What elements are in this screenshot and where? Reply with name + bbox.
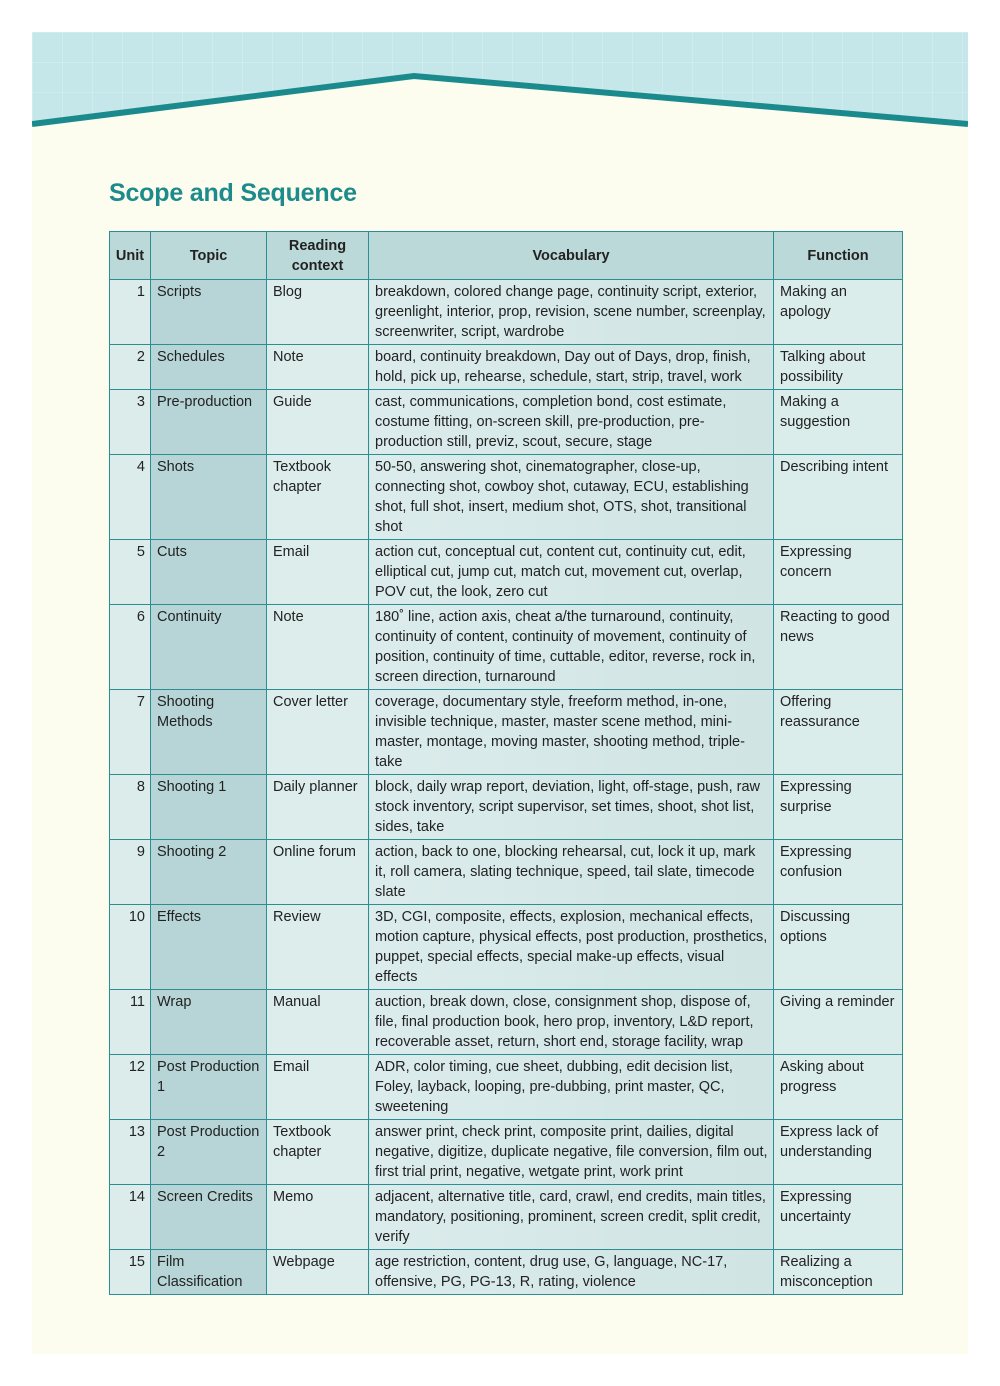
unit-cell: 6 — [110, 605, 151, 690]
topic-cell: Shooting Methods — [151, 690, 267, 775]
vocabulary-cell: block, daily wrap report, deviation, light, off-stage, push, raw stock inventory, script supervisor, set times, shoot, shot list, sides, take — [369, 775, 774, 840]
table-row — [110, 1120, 903, 1185]
topic-cell: Pre-production — [151, 390, 267, 455]
topic-cell: Film Classification — [151, 1250, 267, 1295]
function-cell: Realizing a misconception — [774, 1250, 903, 1295]
unit-cell: 8 — [110, 775, 151, 840]
reading-cell: Online forum — [267, 840, 369, 905]
reading-cell: Manual — [267, 990, 369, 1055]
function-cell: Making an apology — [774, 280, 903, 345]
topic-cell: Cuts — [151, 540, 267, 605]
vocabulary-cell: cast, communications, completion bond, cost estimate, costume fitting, on-screen skill, pre-production, pre-production still, previz, scout, secure, stage — [369, 390, 774, 455]
unit-cell: 7 — [110, 690, 151, 775]
vocabulary-cell: 3D, CGI, composite, effects, explosion, mechanical effects, motion capture, physical effects, post production, prosthetics, puppet, special effects, special make-up effects, visual effects — [369, 905, 774, 990]
function-cell: Discussing options — [774, 905, 903, 990]
unit-cell: 5 — [110, 540, 151, 605]
header-unit: Unit — [110, 232, 151, 280]
vocabulary-cell: 50-50, answering shot, cinematographer, close-up, connecting shot, cowboy shot, cutaway, ECU, establishing shot, full shot, insert, medium shot, OTS, shot, transitional shot — [369, 455, 774, 540]
function-cell: Expressing concern — [774, 540, 903, 605]
header-vocabulary: Vocabulary — [369, 232, 774, 280]
vocabulary-cell: auction, break down, close, consignment shop, dispose of, file, final production book, hero prop, inventory, L&D report, recoverable asset, return, short end, storage facility, wrap — [369, 990, 774, 1055]
reading-cell: Review — [267, 905, 369, 990]
header-topic: Topic — [151, 232, 267, 280]
topic-cell: Continuity — [151, 605, 267, 690]
scope-table — [109, 231, 903, 1295]
vocabulary-cell: adjacent, alternative title, card, crawl, end credits, main titles, mandatory, positioning, prominent, screen credit, split credit, verify — [369, 1185, 774, 1250]
function-cell: Making a suggestion — [774, 390, 903, 455]
reading-cell: Webpage — [267, 1250, 369, 1295]
unit-cell: 15 — [110, 1250, 151, 1295]
reading-cell: Daily planner — [267, 775, 369, 840]
reading-cell: Note — [267, 605, 369, 690]
reading-cell: Textbook chapter — [267, 455, 369, 540]
unit-cell: 4 — [110, 455, 151, 540]
reading-cell: Blog — [267, 280, 369, 345]
unit-cell: 12 — [110, 1055, 151, 1120]
topic-cell: Scripts — [151, 280, 267, 345]
table-row — [110, 1250, 903, 1295]
topic-cell: Shooting 1 — [151, 775, 267, 840]
unit-cell: 1 — [110, 280, 151, 345]
table-row — [110, 690, 903, 775]
header-function: Function — [774, 232, 903, 280]
reading-cell: Guide — [267, 390, 369, 455]
function-cell: Reacting to good news — [774, 605, 903, 690]
function-cell: Expressing confusion — [774, 840, 903, 905]
function-cell: Describing intent — [774, 455, 903, 540]
vocabulary-cell: action, back to one, blocking rehearsal, cut, lock it up, mark it, roll camera, slating technique, speed, tail slate, timecode slate — [369, 840, 774, 905]
table-header-row — [110, 232, 903, 280]
page-title: Scope and Sequence — [109, 179, 357, 207]
reading-cell: Memo — [267, 1185, 369, 1250]
reading-cell: Email — [267, 1055, 369, 1120]
vocabulary-cell: coverage, documentary style, freeform method, in-one, invisible technique, master, master scene method, mini-master, montage, moving master, shooting method, triple-take — [369, 690, 774, 775]
topic-cell: Effects — [151, 905, 267, 990]
page — [32, 32, 968, 1354]
unit-cell: 9 — [110, 840, 151, 905]
function-cell: Express lack of understanding — [774, 1120, 903, 1185]
topic-cell: Shots — [151, 455, 267, 540]
unit-cell: 3 — [110, 390, 151, 455]
reading-cell: Cover letter — [267, 690, 369, 775]
topic-cell: Post Production 1 — [151, 1055, 267, 1120]
function-cell: Expressing surprise — [774, 775, 903, 840]
unit-cell: 10 — [110, 905, 151, 990]
table-row — [110, 455, 903, 540]
vocabulary-cell: 180˚ line, action axis, cheat a/the turnaround, continuity, continuity of content, continuity of movement, continuity of position, continuity of time, cuttable, editor, reverse, rock in, screen direction, turnaround — [369, 605, 774, 690]
function-cell: Asking about progress — [774, 1055, 903, 1120]
reading-cell: Textbook chapter — [267, 1120, 369, 1185]
unit-cell: 13 — [110, 1120, 151, 1185]
vocabulary-cell: age restriction, content, drug use, G, language, NC-17, offensive, PG, PG-13, R, rating, violence — [369, 1250, 774, 1295]
table-row — [110, 605, 903, 690]
vocabulary-cell: board, continuity breakdown, Day out of Days, drop, finish, hold, pick up, rehearse, schedule, start, strip, travel, work — [369, 345, 774, 390]
vocabulary-cell: action cut, conceptual cut, content cut, continuity cut, edit, elliptical cut, jump cut, match cut, movement cut, overlap, POV cut, the look, zero cut — [369, 540, 774, 605]
unit-cell: 11 — [110, 990, 151, 1055]
function-cell: Expressing uncertainty — [774, 1185, 903, 1250]
topic-cell: Schedules — [151, 345, 267, 390]
table-row — [110, 390, 903, 455]
topic-cell: Post Production 2 — [151, 1120, 267, 1185]
vocabulary-cell: answer print, check print, composite print, dailies, digital negative, digitize, duplicate negative, file conversion, film out, first trial print, negative, wetgate print, work print — [369, 1120, 774, 1185]
unit-cell: 14 — [110, 1185, 151, 1250]
topic-cell: Screen Credits — [151, 1185, 267, 1250]
function-cell: Talking about possibility — [774, 345, 903, 390]
table-row — [110, 905, 903, 990]
table-row — [110, 990, 903, 1055]
unit-cell: 2 — [110, 345, 151, 390]
function-cell: Offering reassurance — [774, 690, 903, 775]
reading-cell: Note — [267, 345, 369, 390]
table-row — [110, 540, 903, 605]
vocabulary-cell: breakdown, colored change page, continuity script, exterior, greenlight, interior, prop, revision, scene number, screenplay, screenwriter, script, wardrobe — [369, 280, 774, 345]
topic-cell: Shooting 2 — [151, 840, 267, 905]
header-reading-context: Reading context — [267, 232, 369, 280]
function-cell: Giving a reminder — [774, 990, 903, 1055]
table-row — [110, 1185, 903, 1250]
table-row — [110, 775, 903, 840]
header-band — [32, 32, 968, 162]
vocabulary-cell: ADR, color timing, cue sheet, dubbing, edit decision list, Foley, layback, looping, pre-dubbing, print master, QC, sweetening — [369, 1055, 774, 1120]
table-row — [110, 1055, 903, 1120]
table-row — [110, 345, 903, 390]
topic-cell: Wrap — [151, 990, 267, 1055]
reading-cell: Email — [267, 540, 369, 605]
table-row — [110, 840, 903, 905]
table-row — [110, 280, 903, 345]
